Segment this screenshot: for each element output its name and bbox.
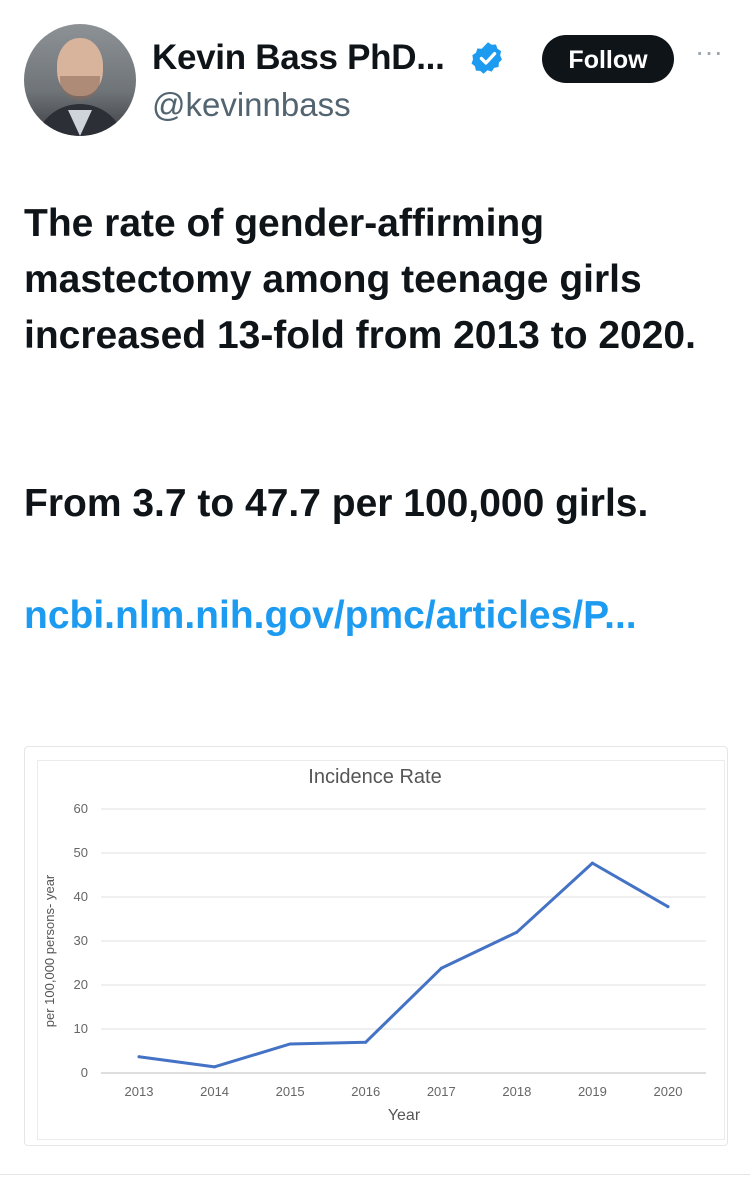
data-point [289, 1042, 292, 1045]
data-point [138, 1055, 141, 1058]
y-tick-label: 20 [73, 977, 88, 992]
author-name[interactable]: Kevin Bass PhD... [152, 38, 445, 77]
data-point [667, 905, 670, 908]
x-tick-label: 2013 [124, 1084, 154, 1099]
author-handle[interactable]: @kevinnbass [152, 86, 351, 123]
tweet-link[interactable]: ncbi.nlm.nih.gov/pmc/articles/P... [24, 594, 637, 637]
tweet-paragraph-2: From 3.7 to 47.7 per 100,000 girls. [24, 482, 649, 525]
y-tick-label: 40 [73, 889, 88, 904]
follow-button[interactable]: Follow [542, 35, 674, 83]
y-tick-label: 30 [73, 933, 88, 948]
chart-image[interactable] [37, 760, 725, 1140]
y-tick-label: 50 [73, 845, 88, 860]
data-point [440, 967, 443, 970]
tweet-paragraph-1: The rate of gender-affirming mastectomy among teenage girls increased 13-fold from 2013 to 2020. [24, 202, 696, 357]
y-tick-label: 0 [80, 1065, 88, 1080]
more-options-icon[interactable]: ··· [695, 36, 723, 67]
x-tick-label: 2016 [351, 1084, 381, 1099]
y-tick-label: 10 [73, 1021, 88, 1036]
x-tick-label: 2019 [577, 1084, 607, 1099]
data-point [591, 862, 594, 865]
verified-badge-icon [470, 40, 506, 76]
avatar-beard [60, 76, 100, 100]
x-tick-label: 2018 [502, 1084, 532, 1099]
x-tick-label: 2017 [426, 1084, 456, 1099]
author-avatar[interactable] [24, 24, 136, 136]
x-tick-label: 2020 [653, 1084, 683, 1099]
data-point [515, 931, 518, 934]
series-line [139, 863, 668, 1067]
chart-title: Incidence Rate [308, 766, 442, 788]
divider [0, 1174, 750, 1175]
chart-ylabel: per 100,000 persons- year [42, 874, 57, 1028]
x-tick-label: 2014 [200, 1084, 230, 1099]
line-chart [38, 761, 724, 1139]
y-tick-label: 60 [73, 801, 88, 816]
x-tick-label: 2015 [275, 1084, 305, 1099]
data-point [364, 1041, 367, 1044]
data-point [213, 1065, 216, 1068]
chart-xlabel: Year [387, 1107, 421, 1124]
